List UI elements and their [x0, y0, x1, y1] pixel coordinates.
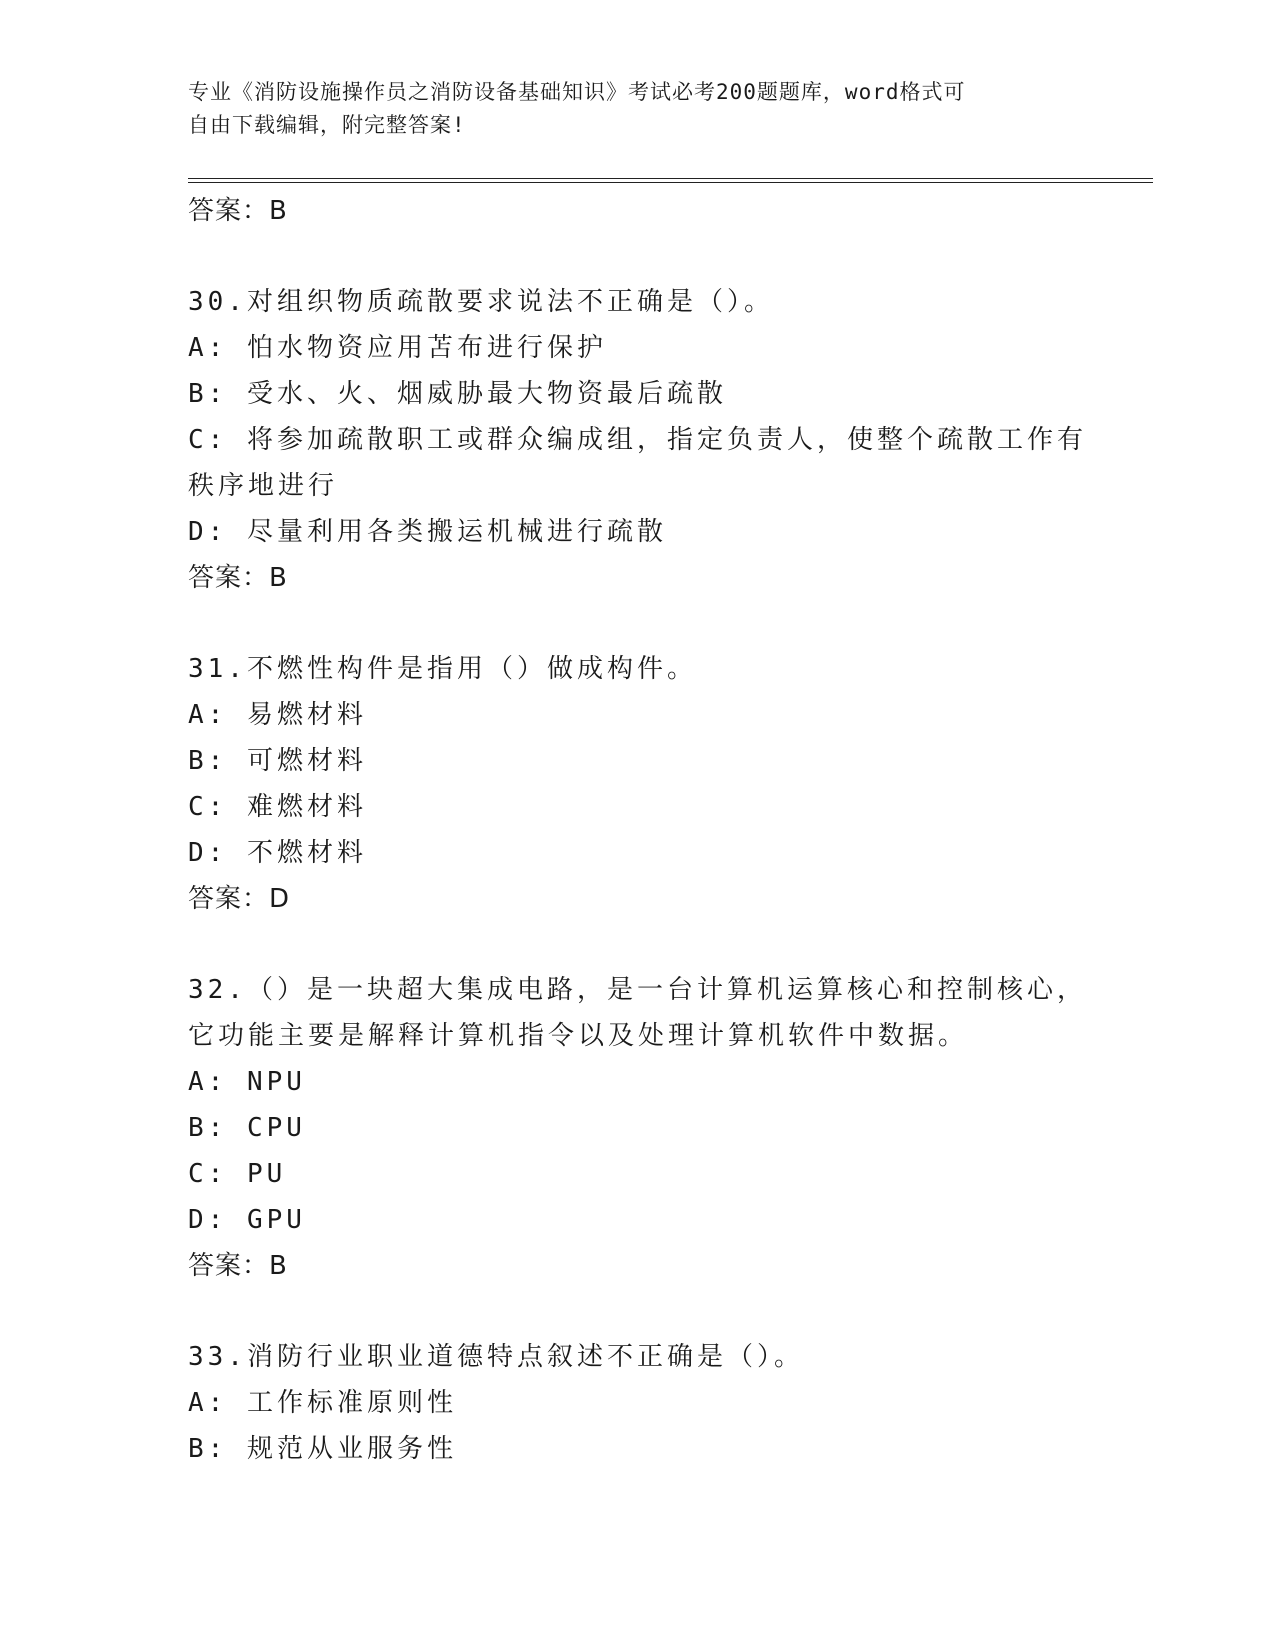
question-32 [188, 967, 1088, 1289]
question-text: 31.不燃性构件是指用（）做成构件。 [188, 654, 697, 684]
option-d: D: 不燃材料 [188, 838, 367, 868]
option-a: A: 工作标准原则性 [188, 1388, 457, 1418]
option-a: A: 易燃材料 [188, 700, 367, 730]
option-a: A: NPU [188, 1067, 306, 1097]
option-b: B: 受水、火、烟威胁最大物资最后疏散 [188, 379, 727, 409]
question-text: 30.对组织物质疏散要求说法不正确是（）。 [188, 287, 774, 317]
document-header [188, 76, 1068, 142]
option-d: D: GPU [188, 1205, 306, 1235]
option-c: C: 将参加疏散职工或群众编成组，指定负责人，使整个疏散工作有秩序地进行 [188, 425, 1087, 501]
header-divider [188, 178, 1153, 183]
document-page [188, 0, 1153, 1650]
question-33 [188, 1334, 1088, 1472]
answer-line: 答案：D [188, 884, 291, 914]
header-line-2: 自由下载编辑，附完整答案! [188, 113, 466, 137]
option-b: B: 可燃材料 [188, 746, 367, 776]
option-c: C: 难燃材料 [188, 792, 367, 822]
question-30 [188, 279, 1088, 601]
option-a: A: 怕水物资应用苫布进行保护 [188, 333, 607, 363]
option-c: C: PU [188, 1159, 287, 1189]
answer-line: 答案：B [188, 196, 288, 226]
option-b: B: 规范从业服务性 [188, 1434, 457, 1464]
question-list [188, 188, 1088, 1472]
answer-line: 答案：B [188, 563, 288, 593]
header-line-1: 专业《消防设施操作员之消防设备基础知识》考试必考200题题库，word格式可 [188, 80, 966, 104]
option-b: B: CPU [188, 1113, 306, 1143]
question-31 [188, 646, 1088, 922]
question-text: 32.（）是一块超大集成电路，是一台计算机运算核心和控制核心，它功能主要是解释计算机指令以及处理计算机软件中数据。 [188, 975, 1087, 1051]
answer-line: 答案：B [188, 1251, 288, 1281]
option-d: D: 尽量利用各类搬运机械进行疏散 [188, 517, 667, 547]
question-text: 33.消防行业职业道德特点叙述不正确是（）。 [188, 1342, 804, 1372]
